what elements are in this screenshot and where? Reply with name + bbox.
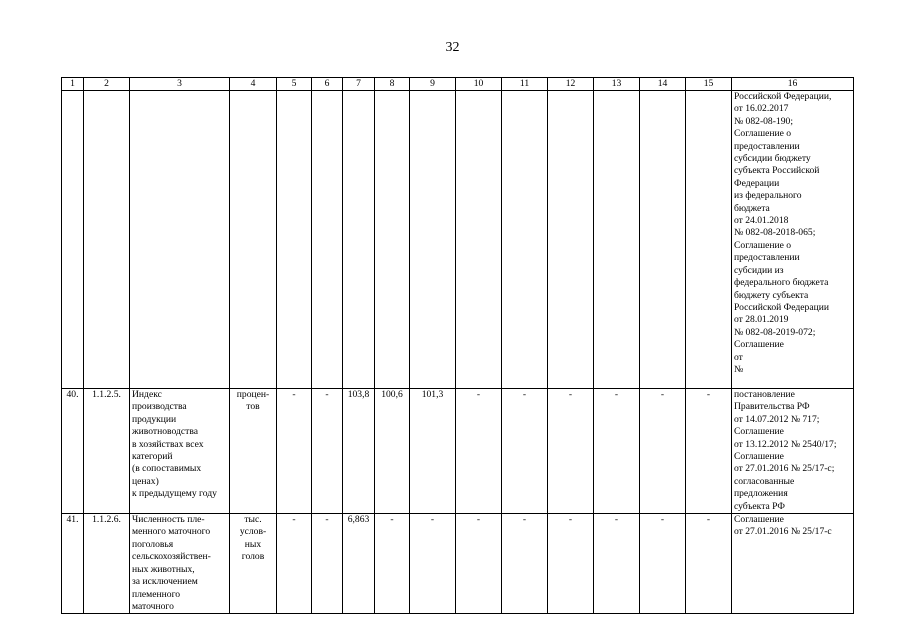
- table-cell: [375, 91, 410, 389]
- column-header: 9: [410, 78, 456, 91]
- document-table: [61, 77, 854, 614]
- value-cell: -: [277, 389, 312, 514]
- row-number-cell: 40.: [62, 389, 84, 514]
- header-row: [62, 78, 854, 91]
- indicator-name-cell: Численность пле- менного маточного поголовья сельскохозяйствен- ных животных, за исключением племенного маточного: [130, 514, 230, 614]
- value-cell: -: [594, 514, 640, 614]
- table-row: [62, 389, 854, 514]
- table-cell: [343, 91, 375, 389]
- basis-document-cell: Российской Федерации, от 16.02.2017 № 082-08-190; Соглашение о предоставлении субсидии бюджету субъекта Российской Федерации из федерального бюджета от 24.01.2018 № 082-08-2018-065; Соглашение о предоставлении субсидии из федерального бюджета бюджету субъекта Российской Федерации от 28.01.2019 № 082-08-2019-072; Соглашение от №: [732, 91, 854, 389]
- value-cell: -: [410, 514, 456, 614]
- table-cell: [230, 91, 277, 389]
- table-cell: [130, 91, 230, 389]
- basis-document-cell: Соглашение от 27.01.2016 № 25/17-с: [732, 514, 854, 614]
- value-cell: -: [686, 389, 732, 514]
- table-row: [62, 514, 854, 614]
- column-header: 2: [84, 78, 130, 91]
- column-header: 13: [594, 78, 640, 91]
- unit-cell: тыс. услов- ных голов: [230, 514, 277, 614]
- column-header: 7: [343, 78, 375, 91]
- row-code-cell: 1.1.2.5.: [84, 389, 130, 514]
- value-cell: -: [548, 514, 594, 614]
- table-cell: [640, 91, 686, 389]
- value-cell: -: [502, 514, 548, 614]
- value-cell: 100,6: [375, 389, 410, 514]
- unit-cell: процен- тов: [230, 389, 277, 514]
- column-header: 4: [230, 78, 277, 91]
- value-cell: -: [640, 514, 686, 614]
- column-header: 16: [732, 78, 854, 91]
- column-header: 15: [686, 78, 732, 91]
- value-cell: -: [456, 389, 502, 514]
- value-cell: -: [502, 389, 548, 514]
- table-cell: [686, 91, 732, 389]
- column-header: 1: [62, 78, 84, 91]
- table-cell: [410, 91, 456, 389]
- table-cell: [548, 91, 594, 389]
- value-cell: -: [277, 514, 312, 614]
- page-number: 32: [445, 40, 460, 55]
- table-cell: [502, 91, 548, 389]
- value-cell: -: [312, 389, 343, 514]
- column-header: 5: [277, 78, 312, 91]
- row-code-cell: 1.1.2.6.: [84, 514, 130, 614]
- table-cell: [277, 91, 312, 389]
- column-header: 12: [548, 78, 594, 91]
- column-header: 8: [375, 78, 410, 91]
- table-cell: [594, 91, 640, 389]
- column-header: 10: [456, 78, 502, 91]
- value-cell: -: [456, 514, 502, 614]
- table-cell: [456, 91, 502, 389]
- table-cell: [84, 91, 130, 389]
- indicator-name-cell: Индекс производства продукции животноводства в хозяйствах всех категорий (в сопоставимых ценах) к предыдущему году: [130, 389, 230, 514]
- column-header: 14: [640, 78, 686, 91]
- value-cell: -: [594, 389, 640, 514]
- value-cell: -: [640, 389, 686, 514]
- value-cell: -: [375, 514, 410, 614]
- value-cell: 6,863: [343, 514, 375, 614]
- value-cell: -: [548, 389, 594, 514]
- value-cell: -: [686, 514, 732, 614]
- column-header: 3: [130, 78, 230, 91]
- column-header: 11: [502, 78, 548, 91]
- value-cell: 101,3: [410, 389, 456, 514]
- table-row: [62, 91, 854, 389]
- row-number-cell: 41.: [62, 514, 84, 614]
- table-cell: [62, 91, 84, 389]
- column-header: 6: [312, 78, 343, 91]
- value-cell: 103,8: [343, 389, 375, 514]
- value-cell: -: [312, 514, 343, 614]
- table-cell: [312, 91, 343, 389]
- basis-document-cell: постановление Правительства РФ от 14.07.2012 № 717; Соглашение от 13.12.2012 № 2540/17; Соглашение от 27.01.2016 № 25/17-с; согласованные предложения субъекта РФ: [732, 389, 854, 514]
